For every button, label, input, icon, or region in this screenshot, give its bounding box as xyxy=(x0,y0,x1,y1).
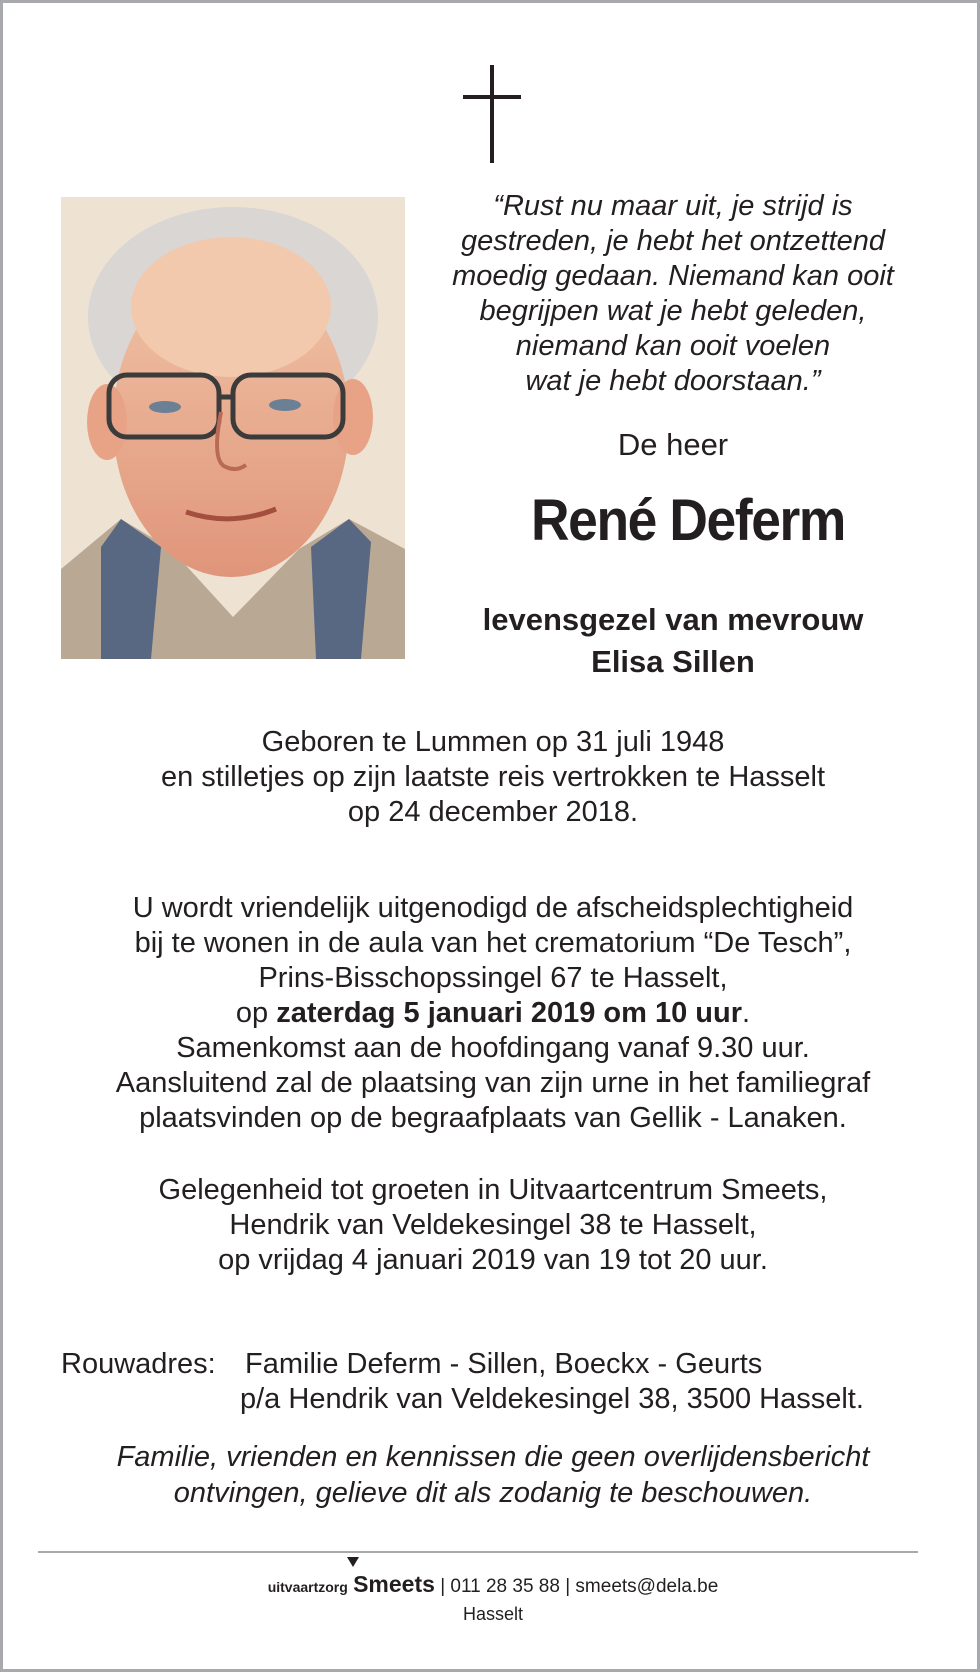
ceremony-date-line: op zaterdag 5 januari 2019 om 10 uur. xyxy=(235,997,751,1029)
ceremony-line: Prins-Bisschopssingel 67 te Hasselt, xyxy=(258,962,728,994)
death-date-line: op 24 december 2018. xyxy=(347,796,639,828)
quote-line: gestreden, je hebt het ontzettend xyxy=(460,225,886,257)
ceremony-line: plaatsvinden op de begraafplaats van Gellik - Lanaken. xyxy=(139,1102,847,1134)
quote-line: moedig gedaan. Niemand kan ooit xyxy=(452,260,894,292)
ceremony-line: U wordt vriendelijk uitgenodigd de afscheidsplechtigheid xyxy=(132,892,854,924)
deceased-name: René Deferm xyxy=(530,488,846,553)
ceremony-info xyxy=(43,891,943,1136)
funeral-home-footer xyxy=(3,1571,980,1625)
partner-line: levensgezel van mevrouw xyxy=(482,602,864,637)
death-line: en stilletjes op zijn laatste reis vertrokken te Hasselt xyxy=(160,761,826,793)
brand-name: Smeets xyxy=(353,1571,435,1597)
address-line: Familie Deferm - Sillen, Boeckx - Geurts xyxy=(245,1348,763,1380)
visitation-line: Hendrik van Veldekesingel 38 te Hasselt, xyxy=(229,1209,757,1241)
memorial-quote xyxy=(413,189,933,399)
partner-name: Elisa Sillen xyxy=(591,644,755,679)
address-line: p/a Hendrik van Veldekesingel 38, 3500 Hasselt. xyxy=(240,1383,864,1415)
portrait-photo xyxy=(61,197,405,659)
partner-info xyxy=(433,599,913,683)
visitation-line: op vrijdag 4 januari 2019 van 19 tot 20 uur. xyxy=(218,1244,768,1276)
closing-note xyxy=(43,1439,943,1511)
footer-city: Hasselt xyxy=(462,1604,524,1624)
ceremony-line: Samenkomst aan de hoofdingang vanaf 9.30 uur. xyxy=(176,1032,810,1064)
quote-line: begrijpen wat je hebt geleden, xyxy=(479,295,867,327)
footer-prefix: uitvaartzorg xyxy=(267,1579,348,1595)
quote-line: “Rust nu maar uit, je strijd is xyxy=(493,190,853,222)
ceremony-date: zaterdag 5 januari 2019 om 10 uur xyxy=(276,997,743,1029)
ceremony-line: bij te wonen in de aula van het crematorium “De Tesch”, xyxy=(134,927,852,959)
note-line: ontvingen, gelieve dit als zodanig te beschouwen. xyxy=(173,1477,813,1509)
quote-line: wat je hebt doorstaan.” xyxy=(525,365,821,397)
divider xyxy=(38,1551,918,1553)
salutation: De heer xyxy=(617,427,729,462)
footer-contact: | 011 28 35 88 | smeets@dela.be xyxy=(434,1576,719,1597)
birth-line: Geboren te Lummen op 31 juli 1948 xyxy=(261,726,725,758)
triangle-down-icon xyxy=(347,1557,359,1567)
address-label: Rouwadres: xyxy=(61,1348,216,1380)
ceremony-line: Aansluitend zal de plaatsing van zijn urne in het familiegraf xyxy=(115,1067,871,1099)
note-line: Familie, vrienden en kennissen die geen overlijdensbericht xyxy=(116,1441,870,1473)
birth-death-info xyxy=(43,725,943,830)
mourning-address xyxy=(61,1347,864,1417)
visitation-info xyxy=(43,1173,943,1278)
visitation-line: Gelegenheid tot groeten in Uitvaartcentrum Smeets, xyxy=(158,1174,828,1206)
quote-line: niemand kan ooit voelen xyxy=(515,330,831,362)
cross-icon xyxy=(463,65,521,163)
